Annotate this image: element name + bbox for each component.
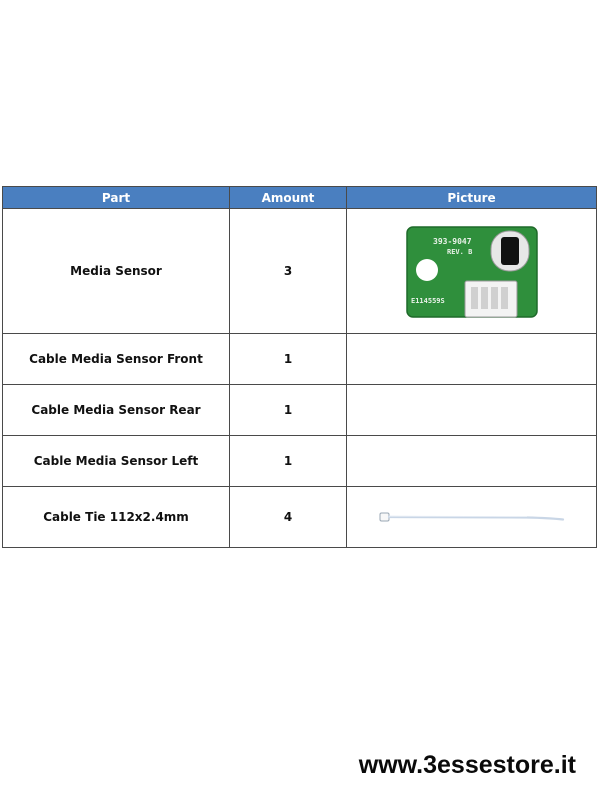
header-part: Part (3, 187, 230, 209)
amount-cell: 1 (230, 334, 347, 385)
part-cell: Media Sensor (3, 209, 230, 334)
amount-cell: 1 (230, 385, 347, 436)
part-cell: Cable Media Sensor Front (3, 334, 230, 385)
amount-cell: 4 (230, 487, 347, 548)
pcb-revision: REV. B (446, 248, 472, 256)
table-row (3, 487, 597, 548)
amount-cell: 3 (230, 209, 347, 334)
header-amount: Amount (230, 187, 347, 209)
cable-tie-image (377, 509, 567, 525)
part-cell: Cable Tie 112x2.4mm (3, 487, 230, 548)
picture-cell (347, 487, 597, 548)
picture-cell (347, 334, 597, 385)
website-watermark: www.3essestore.it (358, 751, 576, 779)
parts-table (2, 186, 597, 548)
header-row (3, 187, 597, 209)
media-sensor-image (405, 223, 539, 319)
table-row (3, 385, 597, 436)
table-row (3, 334, 597, 385)
picture-cell (347, 436, 597, 487)
picture-cell (347, 209, 597, 334)
picture-cell (347, 385, 597, 436)
table-row (3, 209, 597, 334)
part-cell: Cable Media Sensor Rear (3, 385, 230, 436)
pcb-part-number: 393-9047 (432, 237, 472, 246)
amount-cell: 1 (230, 436, 347, 487)
header-picture: Picture (347, 187, 597, 209)
pcb-cert-number: E114559S (410, 297, 445, 305)
part-cell: Cable Media Sensor Left (3, 436, 230, 487)
table-row (3, 436, 597, 487)
